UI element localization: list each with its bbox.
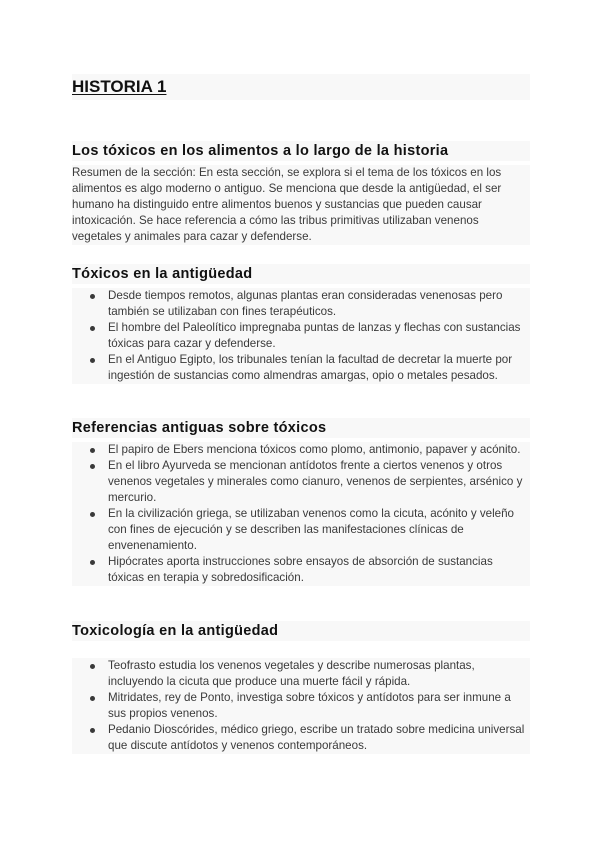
list-item bbox=[72, 722, 530, 754]
bullet-icon bbox=[90, 326, 95, 331]
list-item bbox=[72, 506, 530, 554]
list-item bbox=[72, 458, 530, 506]
list-item-text: Hipócrates aporta instrucciones sobre ensayos de absorción de sustancias tóxicas en terapia y sobredosificación. bbox=[108, 555, 493, 584]
bullet-icon bbox=[90, 696, 95, 701]
list-item-text: En la civilización griega, se utilizaban venenos como la cicuta, acónito y veleño con fines de ejecución y se describen las manifestaciones clínicas de envenenamiento. bbox=[108, 507, 515, 552]
bullet-icon bbox=[90, 560, 95, 565]
list-item bbox=[72, 320, 530, 352]
list-item-text: En el Antiguo Egipto, los tribunales tenían la facultad de decretar la muerte por ingestión de sustancias como almendras amargas, opio o metales pesados. bbox=[108, 353, 513, 382]
bullet-icon bbox=[90, 294, 95, 299]
list-item bbox=[72, 690, 530, 722]
list-item bbox=[72, 658, 530, 690]
bullet-icon bbox=[90, 448, 95, 453]
section-4-bullet-list bbox=[72, 658, 530, 754]
list-item bbox=[72, 352, 530, 384]
list-item-text: En el libro Ayurveda se mencionan antídotos frente a ciertos venenos y otros venenos vegetales y minerales como cianuro, venenos de serpientes, arsénico y mercurio. bbox=[108, 459, 523, 504]
list-item-text: Teofrasto estudia los venenos vegetales y describe numerosas plantas, incluyendo la cicuta que produce una muerte fácil y rápida. bbox=[108, 659, 475, 688]
bullet-icon bbox=[90, 358, 95, 363]
list-item-text: Desde tiempos remotos, algunas plantas eran consideradas venenosas pero también se utilizaban con fines terapéuticos. bbox=[108, 289, 503, 318]
list-item-text: Mitridates, rey de Ponto, investiga sobre tóxicos y antídotos para ser inmune a sus propios venenos. bbox=[108, 691, 511, 720]
section-1-summary: Resumen de la sección: En esta sección, se explora si el tema de los tóxicos en los alimentos es algo moderno o antiguo. Se menciona que desde la antigüedad, el ser humano ha distinguido entre alimentos buenos y sustancias que pueden causar intoxicación. Se hace referencia a cómo las tribus primitivas utilizaban venenos vegetales y animales para cazar y defenderse. bbox=[72, 165, 530, 245]
list-item bbox=[72, 554, 530, 586]
section-heading-2: Tóxicos en la antigüedad bbox=[72, 264, 530, 284]
bullet-icon bbox=[90, 664, 95, 669]
section-heading-1: Los tóxicos en los alimentos a lo largo de la historia bbox=[72, 141, 530, 161]
section-3-bullet-list bbox=[72, 442, 530, 586]
section-heading-3: Referencias antiguas sobre tóxicos bbox=[72, 418, 530, 438]
list-item bbox=[72, 288, 530, 320]
list-item bbox=[72, 442, 530, 458]
list-item-text: Pedanio Dioscórides, médico griego, escribe un tratado sobre medicina universal que discute antídotos y venenos contemporáneos. bbox=[108, 723, 525, 752]
section-heading-4: Toxicología en la antigüedad bbox=[72, 621, 530, 641]
section-2-bullet-list bbox=[72, 288, 530, 384]
bullet-icon bbox=[90, 464, 95, 469]
list-item-text: El papiro de Ebers menciona tóxicos como plomo, antimonio, papaver y acónito. bbox=[108, 443, 521, 456]
list-item-text: El hombre del Paleolítico impregnaba puntas de lanzas y flechas con sustancias tóxicas para cazar y defenderse. bbox=[108, 321, 521, 350]
bullet-icon bbox=[90, 728, 95, 733]
bullet-icon bbox=[90, 512, 95, 517]
document-title: HISTORIA 1 bbox=[72, 74, 530, 100]
